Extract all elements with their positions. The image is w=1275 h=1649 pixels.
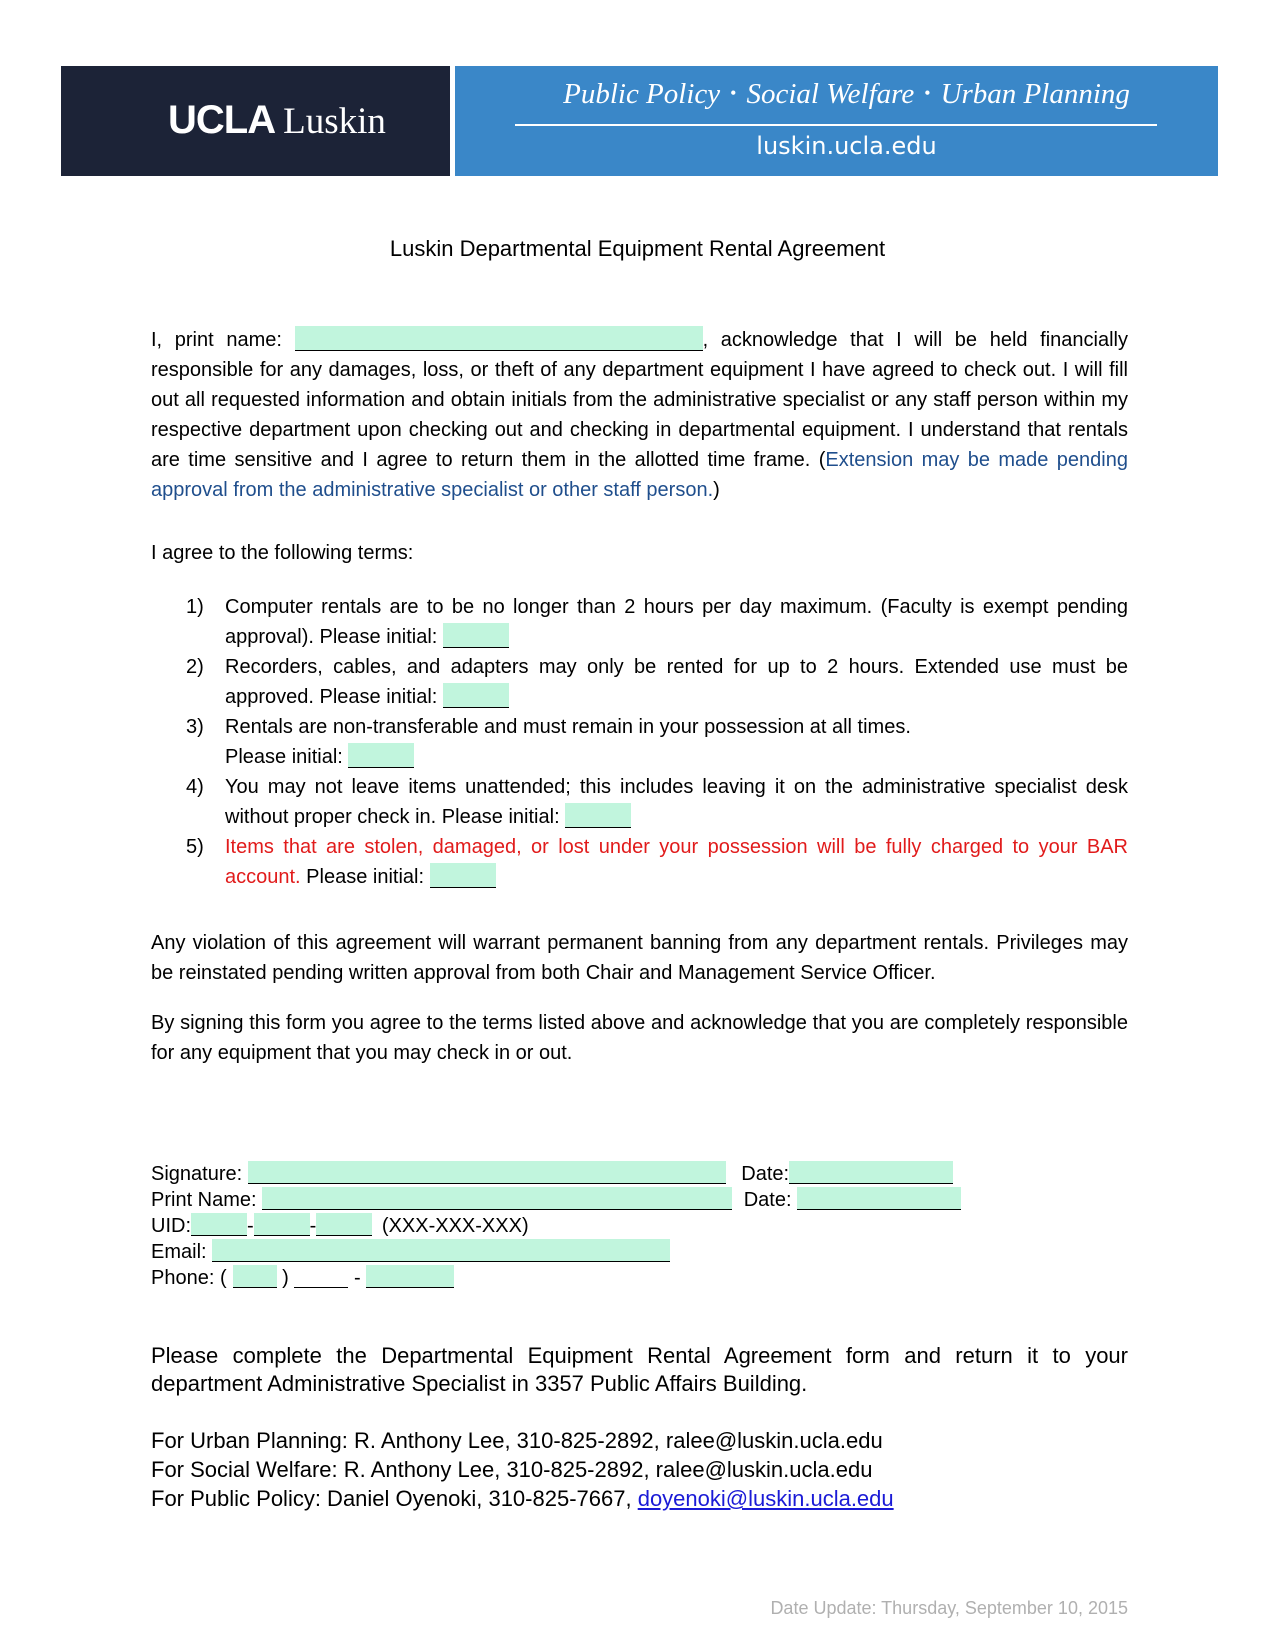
term-text: Recorders, cables, and adapters may only be rented for up to 2 hours. Extended use must be approved. bbox=[225, 656, 1128, 708]
contact-urban-planning: For Urban Planning: R. Anthony Lee, 310-825-2892, ralee@luskin.ucla.edu bbox=[151, 1428, 883, 1453]
initial-field[interactable] bbox=[348, 743, 414, 768]
email-field[interactable] bbox=[212, 1239, 670, 1262]
contact-list bbox=[151, 1426, 894, 1513]
print-name-date-field[interactable] bbox=[797, 1187, 961, 1210]
signature-field[interactable] bbox=[248, 1161, 726, 1184]
intro-body: , acknowledge that I will be held financially responsible for any damages, loss, or theft of any department equipment I have agreed to check out. I will fill out all requested information and obtain initials from the administrative specialist or any staff person within my respective department upon checking out and checking in departmental equipment. I understand that rentals are time sensitive and I agree to return them in the allotted time frame. ( bbox=[151, 329, 1128, 471]
terms-list bbox=[151, 592, 1128, 892]
return-instructions: Please complete the Departmental Equipment Rental Agreement form and return it to your department Administrative Specialist in 3357 Public Affairs Building. bbox=[151, 1343, 1128, 1396]
phone-line-field[interactable] bbox=[366, 1265, 454, 1288]
term-number: 5) bbox=[186, 836, 204, 858]
bullet-separator: • bbox=[924, 83, 931, 103]
logo-panel bbox=[61, 66, 450, 176]
phone-separator: - bbox=[353, 1267, 361, 1289]
uid-field-1[interactable] bbox=[191, 1213, 247, 1236]
intro-paragraph bbox=[151, 325, 1128, 505]
terms-intro: I agree to the following terms: bbox=[151, 542, 414, 564]
tagline-social-welfare: Social Welfare bbox=[746, 78, 915, 110]
email-link[interactable]: doyenoki@luskin.ucla.edu bbox=[637, 1486, 894, 1511]
term-item bbox=[151, 592, 1128, 652]
signing-paragraph: By signing this form you agree to the terms listed above and acknowledge that you are completely responsible for any equipment that you may check in or out. bbox=[151, 1012, 1128, 1064]
phone-close-paren: ) bbox=[282, 1267, 289, 1289]
tagline-urban-planning: Urban Planning bbox=[940, 78, 1130, 110]
document-title: Luskin Departmental Equipment Rental Agreement bbox=[389, 236, 886, 261]
term-number: 2) bbox=[186, 656, 204, 678]
contact-public-policy bbox=[151, 1484, 894, 1513]
uid-label: UID: bbox=[151, 1215, 191, 1237]
initial-label: Please initial: bbox=[319, 626, 443, 648]
ucla-luskin-logo bbox=[168, 98, 386, 143]
term-item bbox=[151, 712, 1128, 772]
term-item bbox=[151, 652, 1128, 712]
contact-public-policy-text: For Public Policy: Daniel Oyenoki, 310-825-7667, bbox=[151, 1486, 638, 1511]
term-number: 1) bbox=[186, 596, 204, 618]
header-banner bbox=[61, 66, 1218, 176]
extension-note: Extension may be made pending approval from the administrative specialist or other staff person. bbox=[151, 449, 1128, 501]
footer-date-updated: Date Update: Thursday, September 10, 2015 bbox=[770, 1598, 1128, 1618]
phone-area-code-field[interactable] bbox=[233, 1265, 277, 1288]
initial-field[interactable] bbox=[430, 863, 496, 888]
term-number: 4) bbox=[186, 776, 204, 798]
initial-label: Please initial: bbox=[441, 806, 566, 828]
phone-row bbox=[151, 1265, 961, 1291]
logo-ucla: UCLA bbox=[168, 98, 276, 142]
uid-format-hint: (XXX-XXX-XXX) bbox=[381, 1215, 529, 1237]
uid-separator: - bbox=[247, 1215, 254, 1237]
initial-label: Please initial: bbox=[225, 746, 349, 768]
phone-prefix-field[interactable] bbox=[294, 1265, 348, 1288]
email-label: Email: bbox=[151, 1241, 213, 1263]
initial-label: Please initial: bbox=[319, 686, 443, 708]
signature-label: Signature: bbox=[151, 1163, 248, 1185]
print-name-signature-field[interactable] bbox=[262, 1187, 732, 1210]
uid-separator: - bbox=[309, 1215, 317, 1237]
print-name-label: I, print name: bbox=[151, 329, 295, 351]
violation-paragraph: Any violation of this agreement will warrant permanent banning from any department rentals. Privileges may be reinstated pending written approval from both Chair and Management Service Officer. bbox=[151, 932, 1128, 984]
tagline-divider bbox=[515, 124, 1157, 126]
term-item bbox=[151, 832, 1128, 892]
logo-luskin: Luskin bbox=[283, 101, 386, 142]
signature-date-field[interactable] bbox=[789, 1161, 953, 1184]
uid-field-2[interactable] bbox=[254, 1213, 310, 1236]
tagline bbox=[455, 78, 1218, 111]
contact-social-welfare: For Social Welfare: R. Anthony Lee, 310-825-2892, ralee@luskin.ucla.edu bbox=[151, 1457, 873, 1482]
term-warning-text: Items that are stolen, damaged, or lost under your possession will be fully charged to your BAR account. bbox=[225, 836, 1128, 888]
signature-row bbox=[151, 1161, 961, 1187]
term-text: Rentals are non-transferable and must remain in your possession at all times. bbox=[225, 716, 911, 738]
tagline-public-policy: Public Policy bbox=[563, 78, 721, 110]
signature-block bbox=[151, 1161, 961, 1291]
date-label: Date: bbox=[741, 1163, 790, 1185]
intro-closing: ) bbox=[713, 479, 720, 501]
term-text: You may not leave items unattended; this includes leaving it on the administrative specialist desk without proper check in. bbox=[225, 776, 1128, 828]
print-name-row bbox=[151, 1187, 961, 1213]
date-label: Date: bbox=[743, 1189, 798, 1211]
initial-field[interactable] bbox=[443, 683, 509, 708]
initial-field[interactable] bbox=[443, 623, 509, 648]
initial-field[interactable] bbox=[565, 803, 631, 828]
tagline-panel bbox=[455, 66, 1218, 176]
phone-label: Phone: ( bbox=[151, 1267, 227, 1289]
uid-row bbox=[151, 1213, 961, 1239]
bullet-separator: • bbox=[730, 83, 737, 103]
print-name-field[interactable] bbox=[295, 326, 703, 351]
term-number: 3) bbox=[186, 716, 204, 738]
initial-label: Please initial: bbox=[300, 866, 430, 888]
term-text: Computer rentals are to be no longer than 2 hours per day maximum. (Faculty is exempt pending approval). bbox=[225, 596, 1128, 648]
website-url: luskin.ucla.edu bbox=[756, 132, 937, 160]
email-row bbox=[151, 1239, 961, 1265]
print-name-label: Print Name: bbox=[151, 1189, 263, 1211]
uid-field-3[interactable] bbox=[316, 1213, 372, 1236]
term-item bbox=[151, 772, 1128, 832]
